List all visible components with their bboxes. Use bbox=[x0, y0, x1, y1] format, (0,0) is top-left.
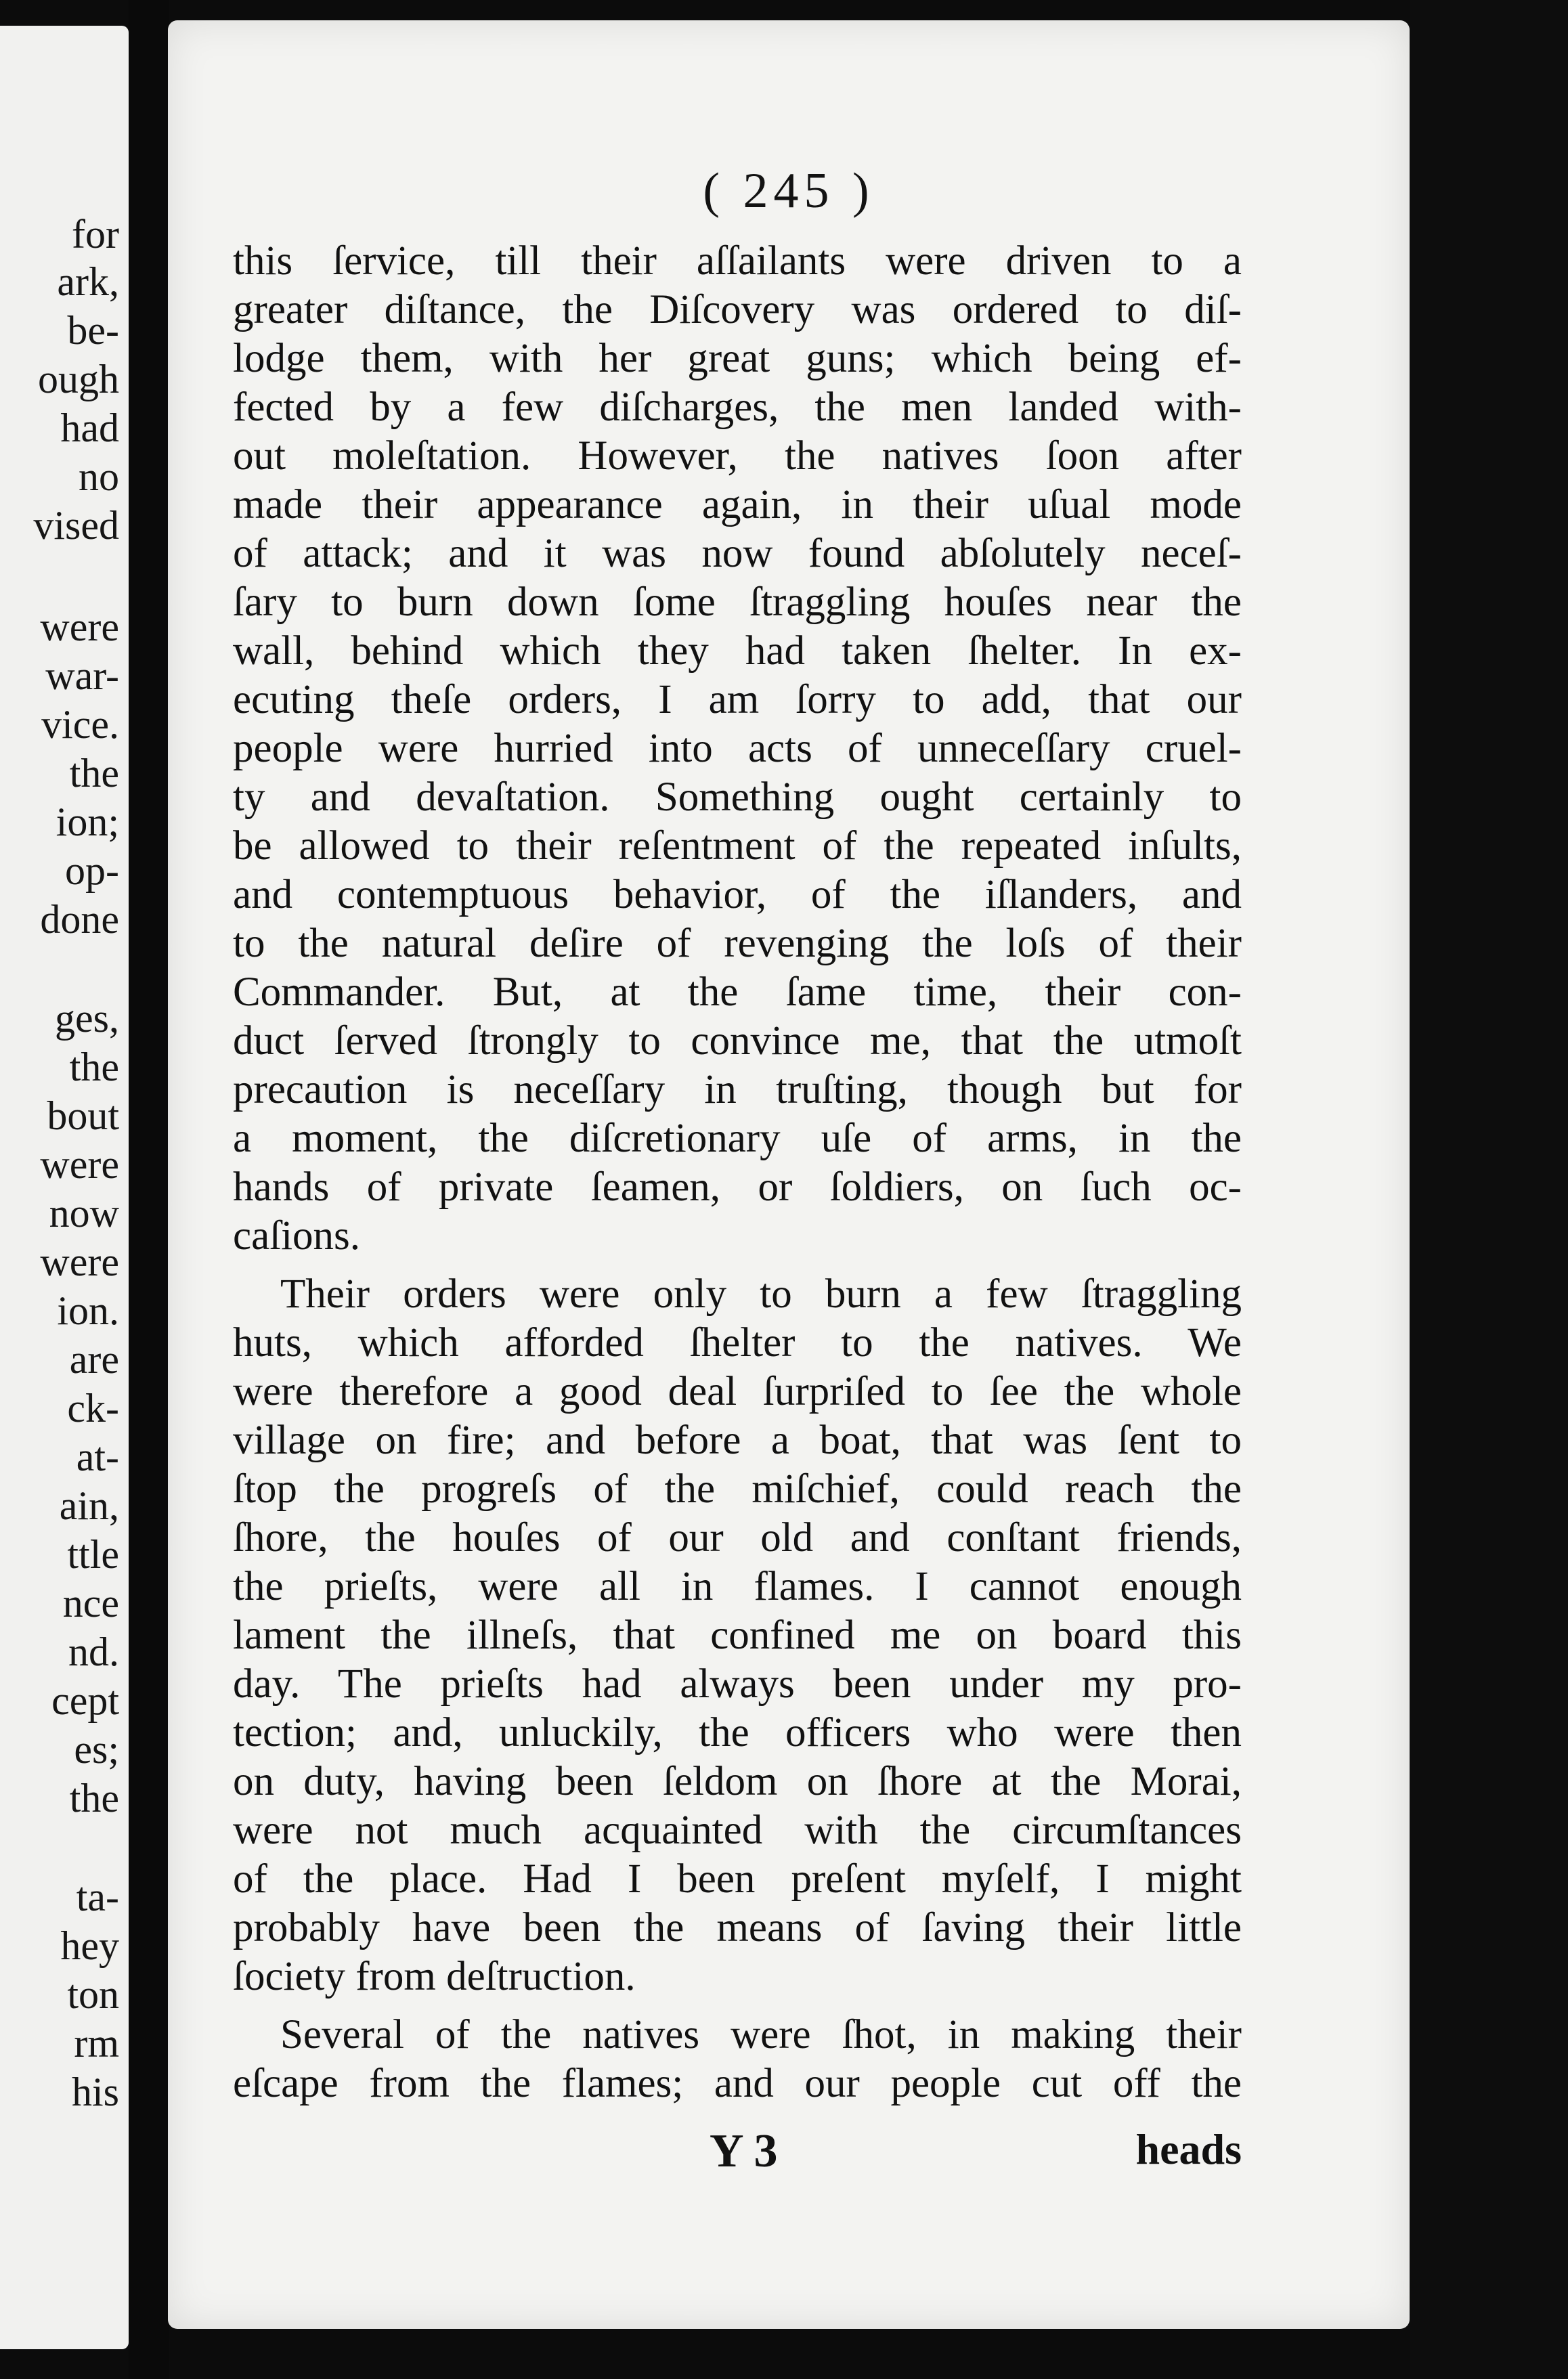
text-line: day. The prieſts had always been under my pro- bbox=[233, 1661, 1242, 1707]
left-page-fragment: cept bbox=[51, 1678, 119, 1723]
left-page-edge bbox=[0, 26, 129, 2349]
text-line: were not much acquainted with the circumſtances bbox=[233, 1808, 1242, 1853]
left-page-fragment: were bbox=[40, 1142, 119, 1187]
text-line: this ſervice, till their aſſailants were driven to a bbox=[233, 238, 1242, 284]
signature-mark: Y 3 bbox=[710, 2125, 778, 2177]
text-line: lament the illneſs, that confined me on board this bbox=[233, 1613, 1242, 1658]
text-line: caſions. bbox=[233, 1213, 361, 1259]
left-page-fragment: hey bbox=[60, 1923, 119, 1968]
left-page-fragment: es; bbox=[74, 1727, 119, 1772]
left-page-fragment: war- bbox=[45, 653, 119, 698]
left-page-fragment: had bbox=[60, 406, 119, 450]
text-line: precaution is neceſſary in truſting, though but for bbox=[233, 1067, 1242, 1112]
left-page-fragment: rm bbox=[74, 2021, 119, 2066]
left-page-fragment: ain, bbox=[59, 1483, 119, 1528]
left-page-fragment: ttle bbox=[67, 1532, 119, 1577]
text-line: of the place. Had I been preſent myſelf, I might bbox=[233, 1856, 1242, 1902]
left-page-fragment: for bbox=[72, 212, 119, 257]
text-line: Their orders were only to burn a few ſtraggling bbox=[280, 1271, 1242, 1317]
text-line: village on fire; and before a boat, that was ſent to bbox=[233, 1418, 1242, 1463]
left-page-fragment: were bbox=[40, 1240, 119, 1284]
text-line: Commander. But, at the ſame time, their con- bbox=[233, 969, 1242, 1015]
left-page-fragment: are bbox=[69, 1337, 119, 1382]
left-page-fragment: ark, bbox=[57, 259, 119, 304]
left-page-fragment: nd. bbox=[68, 1630, 119, 1674]
left-page-fragment: ion. bbox=[57, 1288, 119, 1333]
left-page-fragment: bout bbox=[47, 1093, 119, 1138]
paragraph-gap bbox=[233, 1261, 1242, 1270]
text-line: people were hurried into acts of unneceſſary cruel- bbox=[233, 726, 1242, 771]
text-line: lodge them, with her great guns; which being ef- bbox=[233, 336, 1242, 381]
text-line: Several of the natives were ſhot, in making their bbox=[280, 2012, 1242, 2057]
text-line: wall, behind which they had taken ſhelter. In ex- bbox=[233, 628, 1242, 674]
left-page-fragment: ough bbox=[38, 357, 119, 401]
left-page-fragment: his bbox=[71, 2070, 119, 2114]
left-page-fragment: be- bbox=[67, 308, 119, 353]
catchword: heads bbox=[1135, 2125, 1242, 2173]
left-page-fragment: ion; bbox=[56, 800, 119, 844]
left-page-fragment: now bbox=[49, 1191, 119, 1236]
left-page-fragment: were bbox=[40, 605, 119, 649]
left-page-fragment: nce bbox=[62, 1581, 119, 1625]
text-line: duct ſerved ſtrongly to convince me, that the utmoſt bbox=[233, 1018, 1242, 1064]
text-line: ſtop the progreſs of the miſchief, could reach the bbox=[233, 1466, 1242, 1512]
left-page-fragment: no bbox=[79, 454, 119, 499]
text-line: to the natural deſire of revenging the loſs of their bbox=[233, 921, 1242, 966]
text-line: ſociety from deſtruction. bbox=[233, 1954, 636, 1999]
text-line: and contemptuous behavior, of the iſlanders, and bbox=[233, 872, 1242, 917]
text-line: ſhore, the houſes of our old and conſtant friends, bbox=[233, 1515, 1242, 1560]
text-line: be allowed to their reſentment of the repeated inſults, bbox=[233, 823, 1242, 869]
text-line: of attack; and it was now found abſolutely neceſ- bbox=[233, 531, 1242, 576]
text-line: the prieſts, were all in flames. I cannot enough bbox=[233, 1564, 1242, 1609]
text-line: made their appearance again, in their uſual mode bbox=[233, 482, 1242, 527]
text-line: hands of private ſeamen, or ſoldiers, on ſuch oc- bbox=[233, 1164, 1242, 1210]
left-page-fragment: ta- bbox=[76, 1875, 119, 1919]
text-line: fected by a few diſcharges, the men landed with- bbox=[233, 385, 1242, 430]
left-page-fragment: ges, bbox=[55, 996, 119, 1041]
text-line: eſcape from the flames; and our people cut off the bbox=[233, 2061, 1242, 2106]
paragraph-gap bbox=[233, 2001, 1242, 2011]
text-line: probably have been the means of ſaving their little bbox=[233, 1905, 1242, 1950]
left-page-fragment: vice. bbox=[41, 702, 119, 747]
book-gutter bbox=[129, 0, 169, 2379]
text-line: ſary to burn down ſome ſtraggling houſes near the bbox=[233, 580, 1242, 625]
left-page-fragment: ton bbox=[67, 1972, 119, 2017]
left-page-fragment: done bbox=[40, 897, 119, 942]
left-page-fragment: the bbox=[69, 751, 119, 795]
text-line: a moment, the diſcretionary uſe of arms, in the bbox=[233, 1116, 1242, 1161]
book-page bbox=[168, 20, 1410, 2329]
left-page-fragment: vised bbox=[33, 503, 119, 548]
page-number-header: ( 245 ) bbox=[703, 163, 875, 219]
left-page-fragment: ck- bbox=[67, 1386, 119, 1431]
page-footer bbox=[168, 2124, 1410, 2185]
text-line: huts, which afforded ſhelter to the natives. We bbox=[233, 1320, 1242, 1366]
text-line: on duty, having been ſeldom on ſhore at the Morai, bbox=[233, 1759, 1242, 1804]
text-line: were therefore a good deal ſurpriſed to ſee the whole bbox=[233, 1369, 1242, 1414]
left-page-fragment: at- bbox=[76, 1435, 119, 1479]
left-page-fragment: the bbox=[69, 1045, 119, 1089]
text-line: tection; and, unluckily, the officers who were then bbox=[233, 1710, 1242, 1755]
left-page-fragment: the bbox=[69, 1776, 119, 1820]
left-page-fragment: op- bbox=[65, 848, 119, 893]
body-text bbox=[233, 237, 1242, 2108]
text-line: ty and devaſtation. Something ought certainly to bbox=[233, 774, 1242, 820]
text-line: ecuting theſe orders, I am ſorry to add, that our bbox=[233, 677, 1242, 722]
text-line: greater diſtance, the Diſcovery was ordered to diſ- bbox=[233, 287, 1242, 332]
text-line: out moleſtation. However, the natives ſoon after bbox=[233, 433, 1242, 479]
right-background bbox=[1410, 0, 1568, 2379]
